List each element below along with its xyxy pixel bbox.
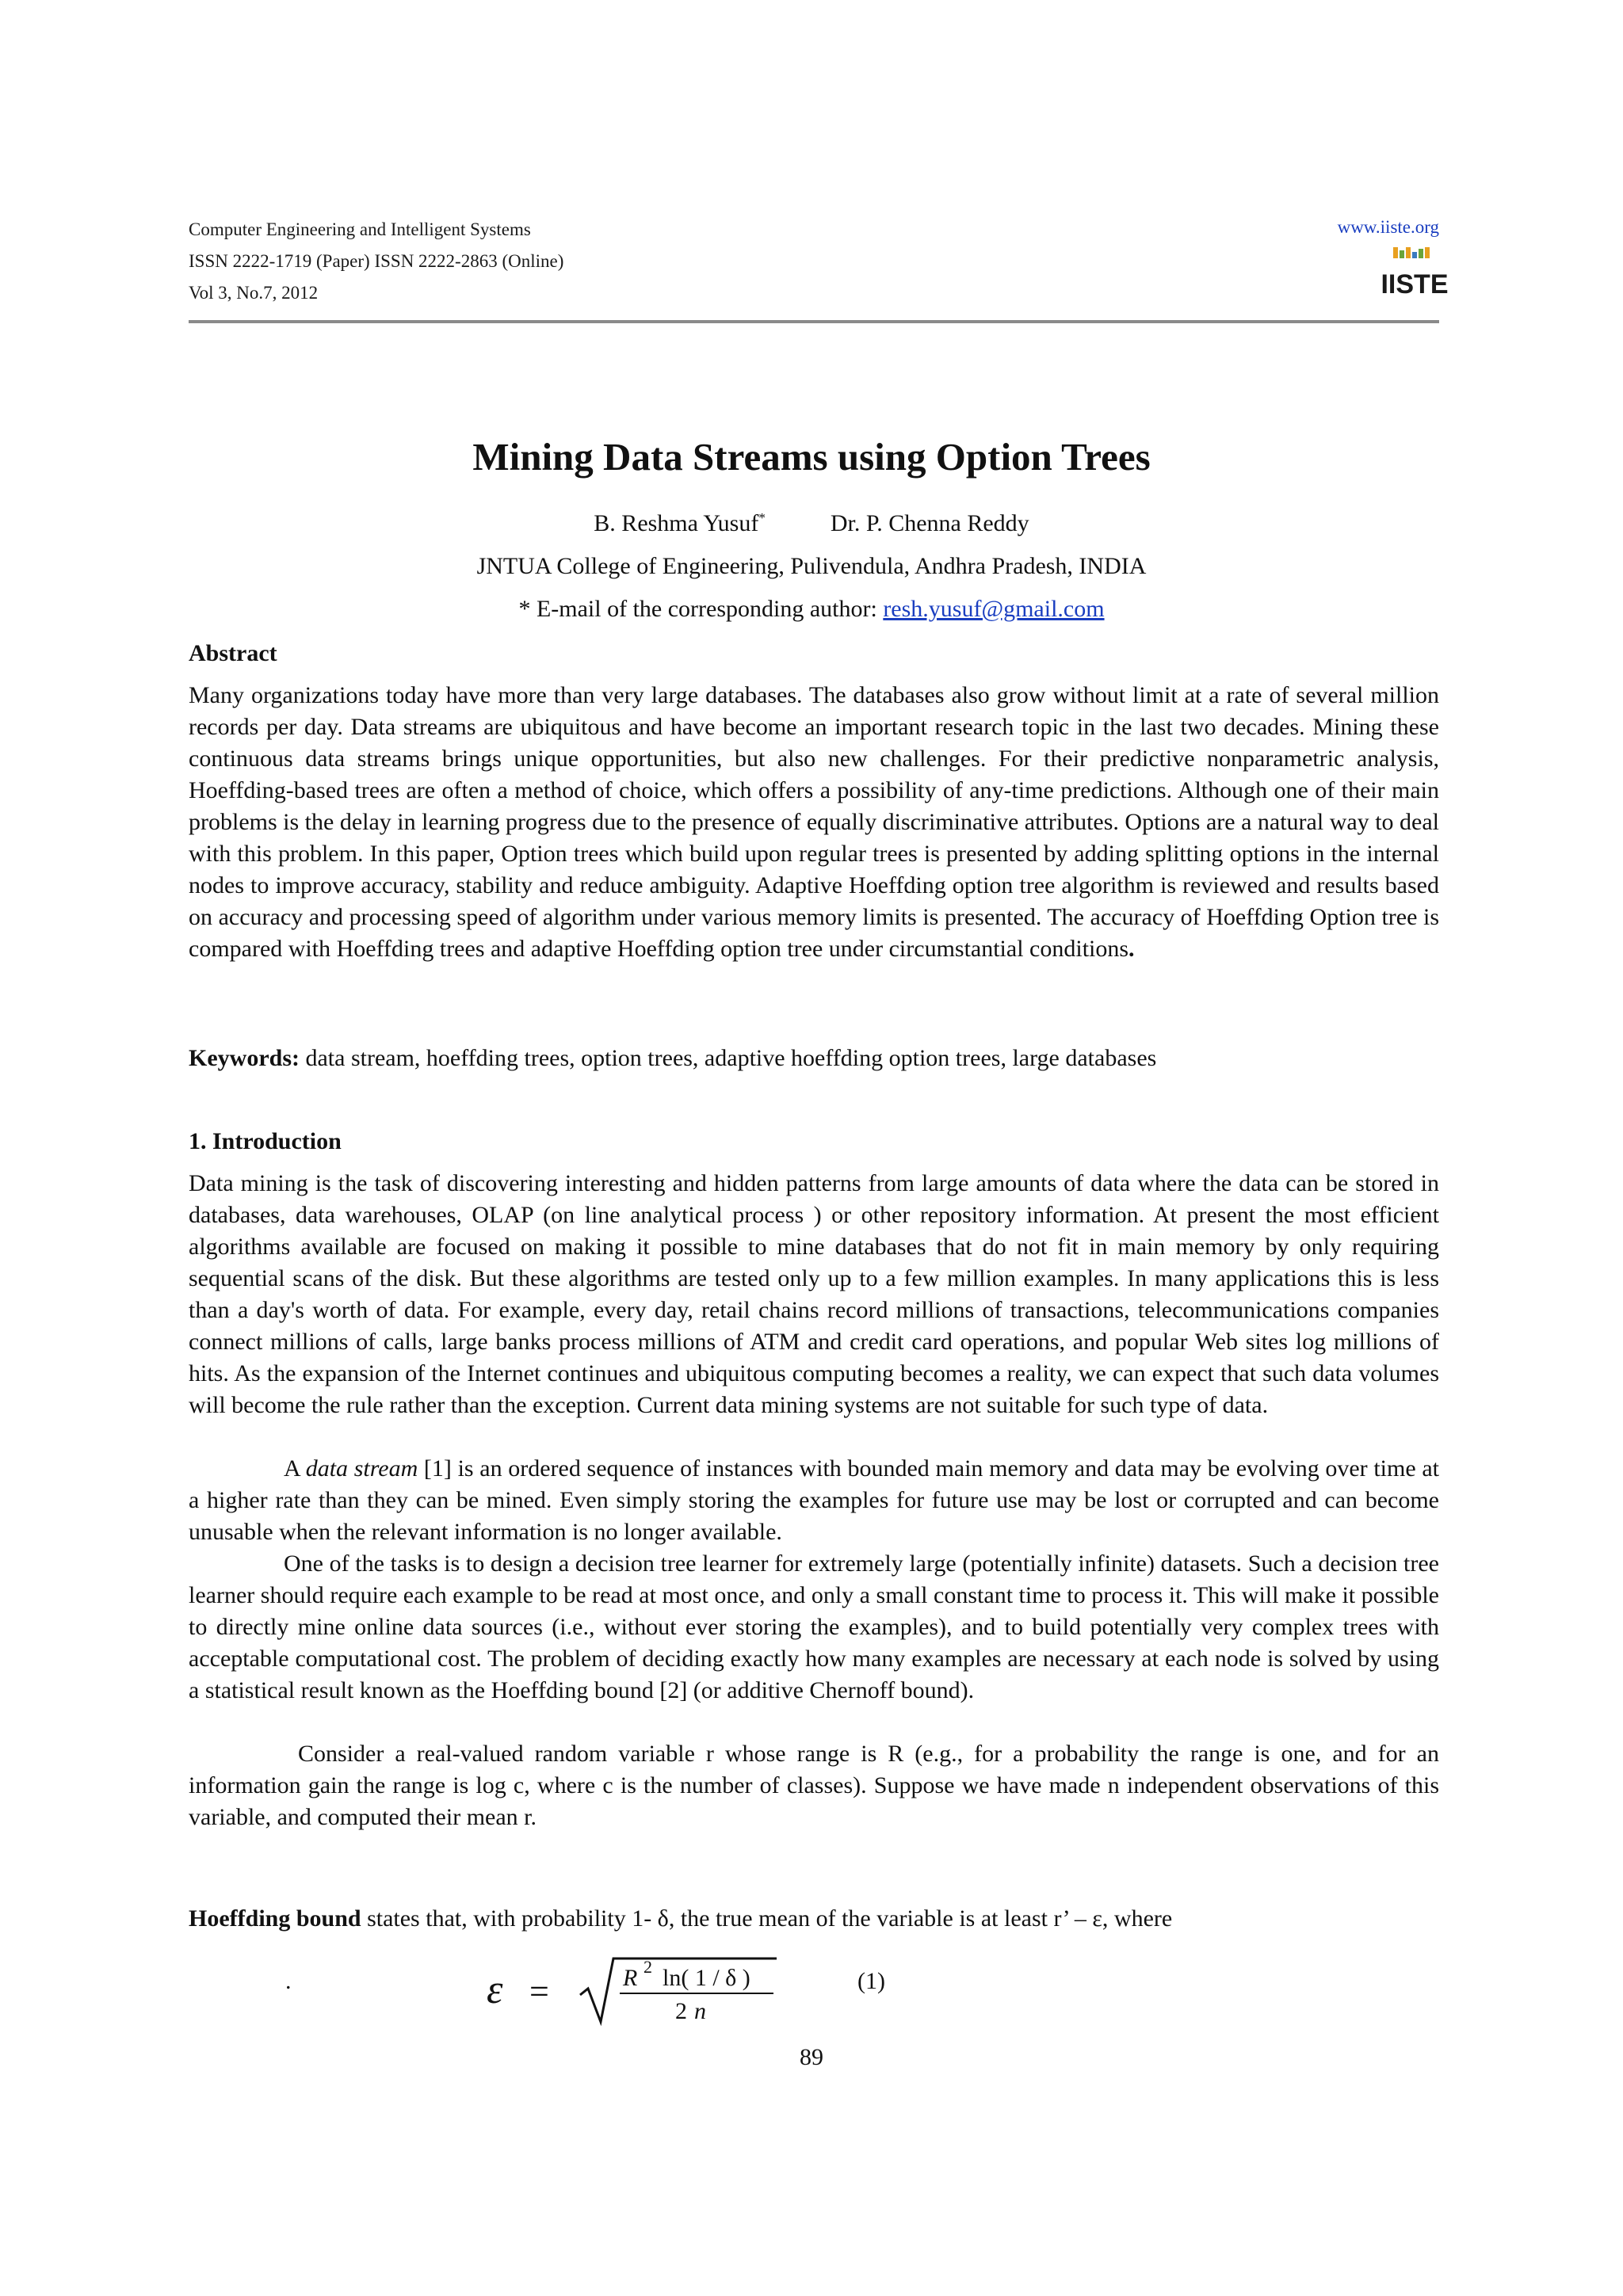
journal-name: Computer Engineering and Intelligent Systems (189, 219, 531, 239)
abstract-end: . (1128, 936, 1135, 962)
intro-paragraph-4: Consider a real-valued random variable r whose range is R (e.g., for a probability the range is one, and for an information gain the range is log c, where c is the number of classes). Suppose we have made n independent observations of this variable, and computed their mean r. (189, 1741, 1439, 1830)
affiliation: JNTUA College of Engineering, Pulivendula, Andhra Pradesh, INDIA (476, 553, 1147, 579)
eq-equals: = (529, 1972, 549, 2011)
logo-text: IISTE (1381, 269, 1449, 299)
equation-dot: . (285, 1968, 292, 1994)
section-heading-introduction: 1. Introduction (189, 1128, 342, 1154)
eq-den-var: n (694, 1998, 706, 2024)
keywords-label: Keywords: (189, 1045, 300, 1071)
author-2: Dr. P. Chenna Reddy (830, 510, 1029, 536)
p2-pre: A (284, 1455, 306, 1482)
p2-term: data stream (305, 1455, 418, 1482)
eq-ln: ln( 1 / δ ) (663, 1965, 750, 1991)
author-1: B. Reshma Yusuf (594, 510, 759, 536)
hoeffding-statement (189, 1903, 1439, 1935)
intro-paragraph-1: Data mining is the task of discovering interesting and hidden patterns from large amounts of data where the data can be stored in databases, data warehouses, OLAP (on line analytical process ) or other repository information. At present the most efficient algorithms available are focused on making it possible to mine databases that do not fit in main memory by only requiring sequential scans of the disk. But these algorithms are tested only up to a few million examples. In many applications this is less than a day's worth of data. For example, every day, retail chains record millions of transactions, telecommunications companies connect millions of calls, large banks process millions of ATM and credit card operations, and popular Web sites log millions of hits. As the expansion of the Internet continues and ubiquitous computing becomes a reality, we can expect that such data volumes will become the rule rather than the exception. Current data mining systems are not suitable for such type of data. (189, 1170, 1439, 1418)
eq-exponent: 2 (643, 1957, 652, 1977)
paper-title: Mining Data Streams using Option Trees (472, 435, 1151, 479)
email-link[interactable]: resh.yusuf@gmail.com (883, 596, 1105, 622)
eq-epsilon: ε (487, 1967, 503, 2012)
author-line (0, 510, 1623, 537)
journal-url[interactable]: www.iiste.org (1337, 217, 1439, 237)
issn-line: ISSN 2222-1719 (Paper) ISSN 2222-2863 (Online) (189, 251, 564, 271)
abstract-heading: Abstract (189, 640, 277, 666)
hoeffding-label: Hoeffding bound (189, 1905, 361, 1932)
keywords (189, 1043, 1439, 1074)
keywords-text: data stream, hoeffding trees, option trees, adaptive hoeffding option trees, large databases (299, 1045, 1157, 1071)
iiste-logo (1381, 246, 1449, 301)
abstract-text: Many organizations today have more than very large databases. The databases also grow without limit at a rate of several million records per day. Data streams are ubiquitous and have become an important research topic in the last two decades. Mining these continuous data streams brings unique opportunities, but also new challenges. For their predictive nonparametric analysis, Hoeffding-based trees are often a method of choice, which offers a possibility of any-time predictions. Although one of their main problems is the delay in learning progress due to the presence of equally discriminative attributes. Options are a natural way to deal with this problem. In this paper, Option trees which build upon regular trees is presented by adding splitting options in the internal nodes to improve accuracy, stability and reduce ambiguity. Adaptive Hoeffding option tree algorithm is reviewed and results based on accuracy and processing speed of algorithm under various memory limits is presented. The accuracy of Hoeffding Option tree is compared with Hoeffding trees and adaptive Hoeffding option tree under circumstantial conditions (189, 682, 1439, 962)
abstract-body (189, 680, 1439, 965)
p2-post: [1] is an ordered sequence of instances with bounded main memory and data may be evolving over time at a higher rate than they can be mined. Even simply storing the examples for future use may be lost or corrupted and can become unusable when the relevant information is no longer available. (189, 1455, 1439, 1545)
email-line (0, 596, 1623, 623)
eq-den-num: 2 (675, 1998, 687, 2024)
page-number: 89 (800, 2044, 823, 2070)
eq-R: R (623, 1965, 638, 1991)
equation-number: (1) (857, 1968, 885, 1994)
header-divider (189, 320, 1439, 323)
email-prefix: * E-mail of the corresponding author: (518, 596, 884, 622)
hoeffding-text: states that, with probability 1- δ, the true mean of the variable is at least r’ – ε, where (361, 1905, 1173, 1932)
intro-paragraph-3: One of the tasks is to design a decision tree learner for extremely large (potentially infinite) datasets. Such a decision tree learner should require each example to be read at most once, and only a small constant time to process it. This will make it possible to directly mine online data sources (i.e., without ever storing the examples), and to build potentially very complex trees with acceptable computational cost. The problem of deciding exactly how many examples are necessary at each node is solved by using a statistical result known as the Hoeffding bound [2] (or additive Chernoff bound). (189, 1550, 1439, 1703)
corresponding-mark: * (758, 510, 766, 525)
intro-paragraph-2 (189, 1453, 1439, 1548)
volume-line: Vol 3, No.7, 2012 (189, 283, 319, 303)
